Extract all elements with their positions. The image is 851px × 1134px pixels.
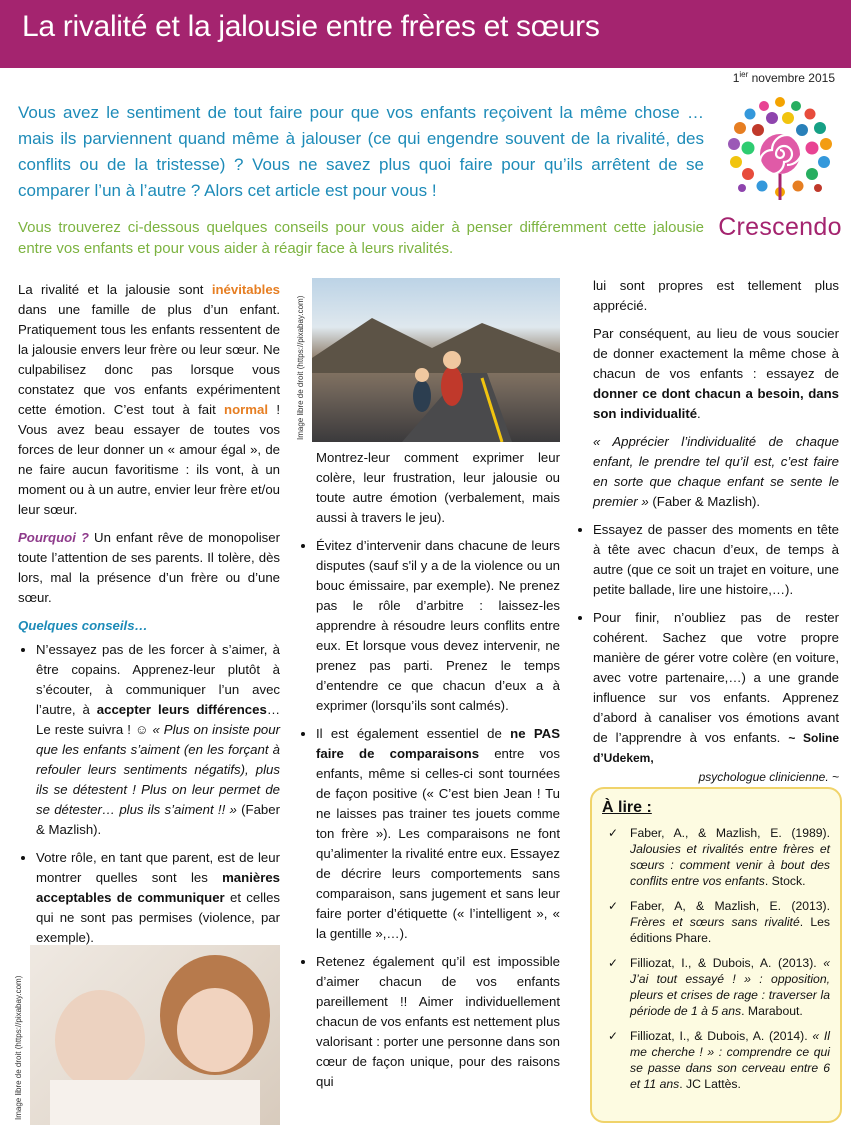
tips-list-1 bbox=[18, 640, 280, 948]
paragraph-consequence: Par conséquent, au lieu de vous soucier de donner exactement la même chose à chacun de vos enfants : essayez de donner ce dont chacun a besoin, dans son individualité. bbox=[593, 326, 839, 421]
reading-list bbox=[602, 825, 830, 1092]
list-item: • Pour finir, n’oubliez pas de rester cohérent. Sachez que votre propre manière de gérer votre colère (en voiture, avec votre partenaire,…) a une grande influence sur vos enfants. Apprenez d’abord à canaliser vos émotions avant de l’apprendre à vos enfants. ~ Soline d’Udekem, bbox=[593, 608, 839, 768]
children-image-icon bbox=[30, 945, 280, 1125]
signature-name: ~ Soline d’Udekem, bbox=[593, 731, 839, 765]
page-title: La rivalité et la jalousie entre frères et sœurs bbox=[22, 10, 600, 43]
quote-paragraph: « Apprécier l’individualité de chaque enfant, le prendre tel qu’il est, c’est faire en sorte que chaque enfant se sente le premier » (Faber & Mazlish). bbox=[593, 434, 839, 509]
reference-item: ✓ Faber, A., & Mazlish, E. (1989). Jalousies et rivalités entre frères et sœurs : comment venir à bout des conflits entre vos enfants. Stock. bbox=[602, 825, 830, 889]
photo-credit-2: Image libre de droit (https://pixabay.com) bbox=[296, 295, 305, 440]
reading-list-title: À lire : bbox=[602, 799, 652, 816]
logo-lollipop-icon bbox=[760, 134, 800, 174]
list-item: • Évitez d’intervenir dans chacune de leurs disputes (sauf s'il y a de la violence ou un bouc émissaire, par exemple). Ne prenez pas le rôle d’arbitre : laissez-les apprendre à résoudre leurs conflits entre eux. Et lorsque vous devez intervenir, ne prenez pas parti. Prenez le temps d’entendre ce que chacun d’eux a à exprimer (lorsqu’ils sont calmés). bbox=[316, 536, 560, 716]
paragraph-why: Pourquoi ? Un enfant rêve de monopoliser toute l’attention de ses parents. Il tolère, dès lors, mal la présence d’un frère ou d’une sœur. bbox=[18, 530, 280, 605]
reading-list-box bbox=[590, 787, 842, 1123]
subintro-paragraph: Vous trouverez ci-dessous quelques conseils pour vous aider à penser différemment cette jalousie entre vos enfants et pour vous aider à réagir face à leurs rivalités. bbox=[18, 219, 704, 257]
continuation-text: lui sont propres est tellement plus apprécié. bbox=[593, 278, 839, 313]
intro-paragraph: Vous avez le sentiment de tout faire pour que vos enfants reçoivent la même chose … mais ils parviennent quand même à jalouser (ce qui engendre souvent de la rivalité, des conflits ou de la tristesse) ? Vous ne savez plus quoi faire pour qu’ils arrêtent de se comparer l’un à l’autre ? Alors cet article est pour vous ! bbox=[18, 103, 704, 200]
road-image-icon bbox=[312, 278, 560, 442]
tips-list-2 bbox=[298, 448, 560, 1092]
reference-item: ✓ Faber, A, & Mazlish, E. (2013). Frères et sœurs sans rivalité. Les éditions Phare. bbox=[602, 898, 830, 946]
tips-list-3 bbox=[575, 520, 839, 768]
paragraph-rivalry: La rivalité et la jalousie sont inévitables dans une famille de plus d’un enfant. Pratiquement tous les enfants ressentent de la jalousie envers leur frère ou leur sœur. Ne culpabilisez donc pas lorsque vous constatez que vos enfants expérimentent cette émotion. C’est tout à fait normal ! Vous avez beau essayer de toutes vos forces de leur donner un « amour égal », de ne faire aucun favoritisme : ils vont, à un moment ou à un autre, envier leur frère et/ou leur sœur. bbox=[18, 282, 280, 517]
column-2 bbox=[298, 448, 560, 1100]
list-item: • N’essayez pas de les forcer à s’aimer, à être copains. Apprenez-leur plutôt à s’écouter, à communiquer l’un avec l’autre, à accepter leurs différences… Le reste suivra ! ☺ « Plus on insiste pour que les enfants s’aiment (en les forçant à refouler leurs sentiments négatifs), plus ils se détestent ! Plus on leur permet de se détester… plus ils s’aiment !! » (Faber & Mazlish). bbox=[36, 640, 280, 840]
photo-children-running bbox=[312, 278, 560, 442]
column-1 bbox=[18, 280, 280, 956]
signature-title: psychologue clinicienne. ~ bbox=[698, 770, 839, 784]
title-banner bbox=[0, 0, 851, 68]
tips-heading: Quelques conseils… bbox=[18, 618, 148, 633]
list-item: • Votre rôle, en tant que parent, est de leur montrer quelles sont les manières acceptables de communiquer et celles qui ne sont pas permises (violence, par exemple). bbox=[36, 848, 280, 948]
logo-wordmark: Crescendo bbox=[718, 213, 842, 241]
publication-date: $1^{ier}$ novembre 2015 bbox=[732, 70, 835, 85]
list-item: Montrez-leur comment exprimer leur colère, leur frustration, leur jalousie ou toute autre émotion (verbalement, mais aussi à travers le jeu). bbox=[316, 450, 560, 525]
column-3 bbox=[575, 276, 839, 786]
reference-item: ✓ Filliozat, I., & Dubois, A. (2014). « Il me cherche ! » : comprendre ce qui se passe dans son cerveau entre 6 et 11 ans. JC Lattès. bbox=[602, 1028, 830, 1092]
photo-children-bed bbox=[30, 945, 280, 1125]
list-item: • Retenez également qu’il est impossible d’aimer chacun de vos enfants pareillement !! Aimer individuellement chacun de vos enfants est nettement plus valorisant : porter une personne dans son cœur de façon unique, pour des raisons qui bbox=[316, 952, 560, 1092]
reference-item: ✓ Filliozat, I., & Dubois, A. (2013). « J’ai tout essayé ! » : opposition, pleurs et crises de rage : traverser la période de 1 à 5 ans. Marabout. bbox=[602, 955, 830, 1019]
list-item: • Il est également essentiel de ne PAS faire de comparaisons entre vos enfants, même si celles-ci sont tournées de façon positive (« C’est bien Jean ! Tu ne laisses pas trainer tes jouets comme ton frère »). Les comparaisons ne font qu’alimenter la rivalité entre eux. Essayez de décrire leurs comportements sans comparaison, sans jugement et sans leur faire porter d’étiquette (« l’intelligent », « la gentille »,…). bbox=[316, 724, 560, 944]
list-item: • Essayez de passer des moments en tête à tête avec chacun d’eux, de temps à autre (que ce soit un trajet en voiture, une petite ballade, lire une histoire,…). bbox=[593, 520, 839, 600]
photo-credit-1: Image libre de droit (https://pixabay.com) bbox=[14, 975, 23, 1120]
